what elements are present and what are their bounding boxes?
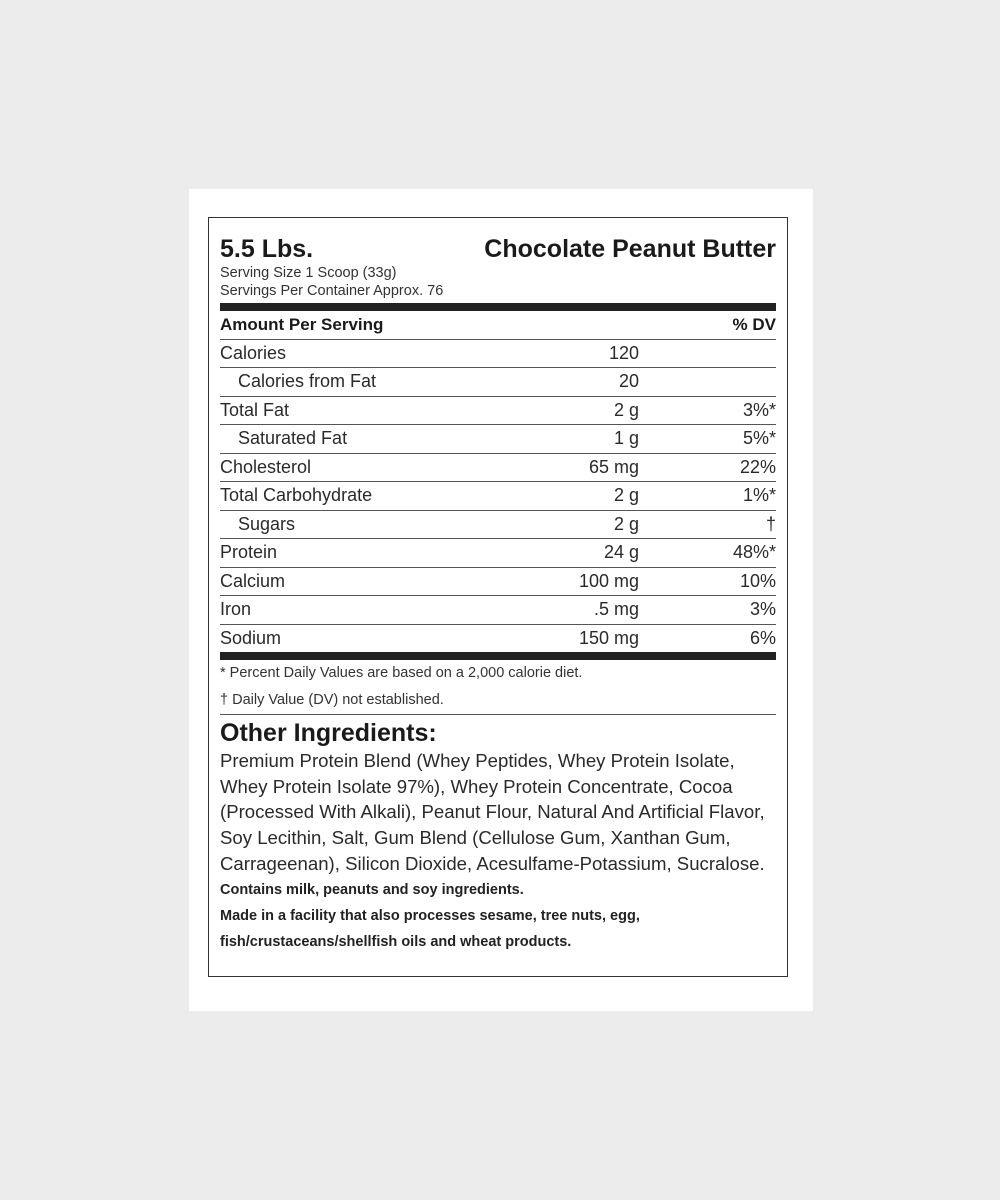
nutrient-row (220, 596, 776, 625)
divider (220, 714, 776, 715)
nutrient-dv: 3% (749, 599, 776, 619)
ingredients-heading: Other Ingredients: (220, 719, 437, 747)
nutrient-row (220, 625, 776, 653)
thick-divider-bottom (220, 652, 776, 660)
amount-header-row (220, 311, 776, 340)
label-header (220, 230, 776, 264)
nutrient-name: Iron (220, 599, 252, 619)
nutrient-row (220, 454, 776, 483)
dv-heading: % DV (732, 315, 776, 334)
nutrient-row (220, 397, 776, 426)
nutrient-row (220, 482, 776, 511)
nutrient-dv: 5%* (742, 428, 776, 448)
nutrient-dv: 3%* (742, 399, 776, 420)
footnote-not-established: † Daily Value (DV) not established. (220, 692, 444, 708)
amount-per-serving-heading: Amount Per Serving (220, 315, 384, 334)
nutrient-amount: 2 g (613, 513, 639, 534)
nutrient-dv: 22% (739, 456, 776, 477)
nutrient-amount: 2 g (613, 485, 639, 505)
nutrient-row (220, 568, 776, 597)
allergen-note: Contains milk, peanuts and soy ingredients. (220, 881, 524, 898)
nutrient-name: Sodium (220, 627, 282, 648)
nutrient-name: Sugars (238, 513, 296, 534)
nutrient-row (220, 368, 776, 397)
facility-note: Made in a facility that also processes sesame, tree nuts, egg, fish/crustaceans/shellfish oils and wheat products. (220, 907, 640, 950)
nutrient-amount: 65 mg (588, 456, 639, 477)
nutrient-name: Calories (220, 342, 287, 363)
nutrient-name: Total Carbohydrate (220, 485, 373, 505)
nutrient-dv: 6% (749, 627, 776, 648)
nutrient-amount: .5 mg (593, 599, 639, 619)
nutrient-dv: 48%* (732, 542, 776, 562)
nutrient-name: Saturated Fat (238, 428, 348, 448)
nutrient-name: Cholesterol (220, 456, 312, 477)
nutrient-dv: 10% (739, 570, 776, 591)
nutrient-amount: 1 g (613, 428, 639, 448)
nutrient-dv: 1%* (742, 485, 776, 505)
nutrient-amount: 120 (608, 342, 639, 363)
nutrient-amount: 2 g (613, 399, 639, 420)
nutrient-amount: 24 g (603, 542, 639, 562)
nutrient-row (220, 539, 776, 568)
nutrient-dv: † (765, 513, 776, 534)
nutrition-label (208, 217, 788, 977)
nutrient-name: Total Fat (220, 399, 290, 420)
thick-divider (220, 303, 776, 311)
servings-per-container: Servings Per Container Approx. 76 (220, 283, 444, 299)
nutrient-name: Calories from Fat (238, 371, 377, 391)
nutrient-row (220, 511, 776, 540)
serving-size: Serving Size 1 Scoop (33g) (220, 265, 397, 281)
nutrient-name: Calcium (220, 570, 286, 591)
nutrient-row (220, 425, 776, 454)
flavor-name: Chocolate Peanut Butter (484, 235, 776, 263)
ingredients-text: Premium Protein Blend (Whey Peptides, Whey Protein Isolate, Whey Protein Isolate 97%), Whey Protein Concentrate, Cocoa (Processed With Alkali), Peanut Flour, Natural And Artificial Flavor, Soy Lecithin, Salt, Gum Blend (Cellulose Gum, Xanthan Gum, Carrageenan), Silicon Dioxide, Acesulfame-Potassium, Sucralose. (220, 750, 765, 874)
nutrient-amount: 150 mg (578, 627, 639, 648)
nutrient-amount: 100 mg (578, 570, 639, 591)
nutrient-name: Protein (220, 542, 278, 562)
container-size: 5.5 Lbs. (220, 235, 314, 263)
nutrient-row (220, 340, 776, 369)
nutrient-amount: 20 (618, 371, 639, 391)
footnote-dv: * Percent Daily Values are based on a 2,000 calorie diet. (220, 665, 583, 681)
